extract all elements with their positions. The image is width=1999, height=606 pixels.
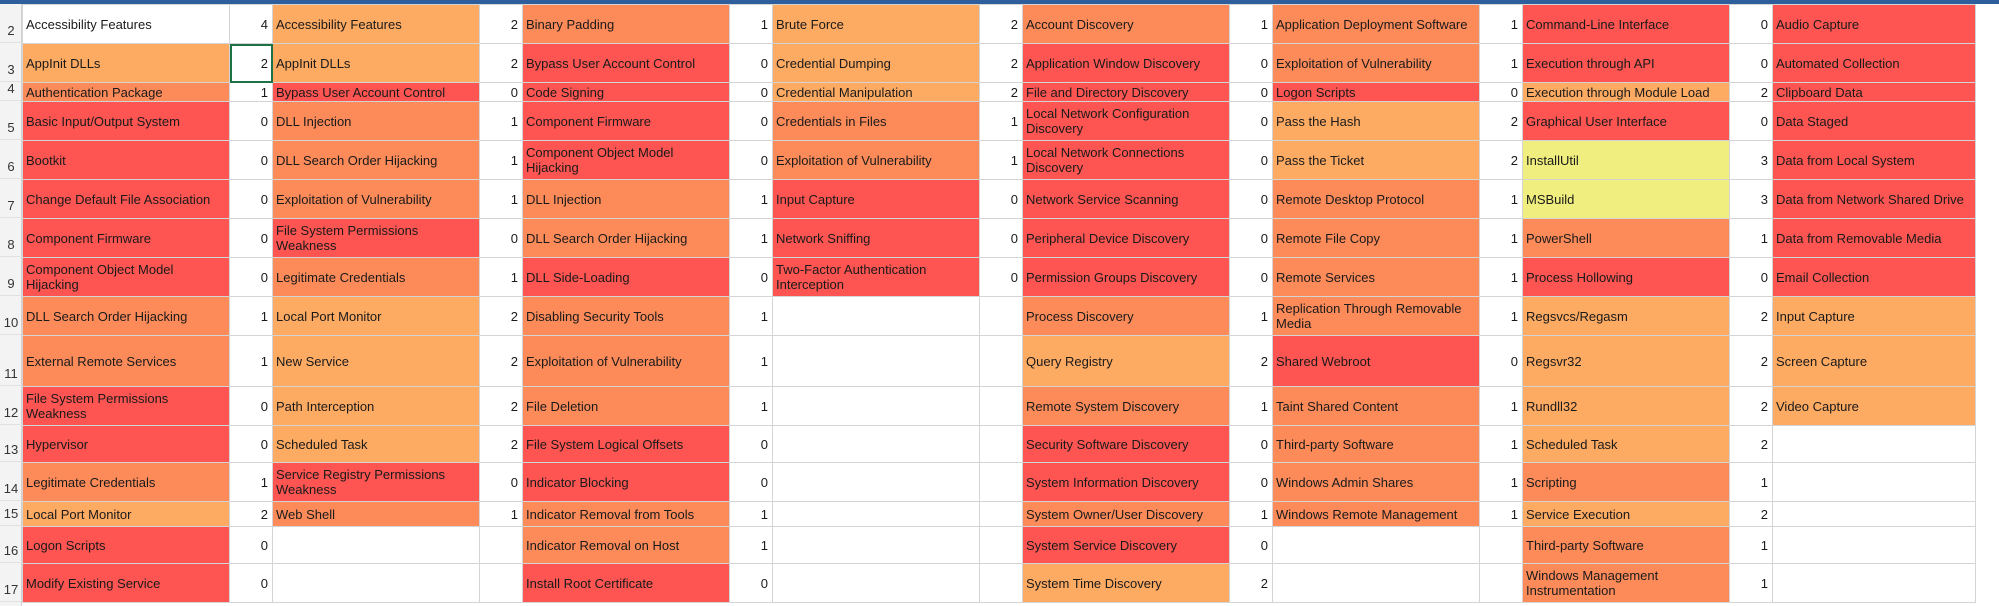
count-cell[interactable]: 2 <box>980 5 1023 44</box>
table-row <box>23 141 1976 180</box>
count-cell[interactable]: 2 <box>480 5 523 44</box>
count-cell[interactable]: 2 <box>480 387 523 426</box>
technique-cell[interactable]: Bootkit <box>23 141 230 180</box>
count-cell[interactable]: 1 <box>230 336 273 387</box>
technique-cell[interactable]: Windows Admin Shares <box>1273 463 1480 502</box>
row-number[interactable]: 2 <box>0 4 22 43</box>
technique-cell[interactable]: File System Logical Offsets <box>523 426 730 463</box>
count-cell[interactable] <box>980 336 1023 387</box>
technique-cell[interactable] <box>1773 463 1976 502</box>
technique-cell[interactable]: Component Firmware <box>523 102 730 141</box>
technique-cell[interactable]: DLL Injection <box>523 180 730 219</box>
table-row <box>23 258 1976 297</box>
technique-cell[interactable]: Legitimate Credentials <box>23 463 230 502</box>
technique-cell[interactable]: Scheduled Task <box>1523 426 1730 463</box>
technique-cell[interactable]: Third-party Software <box>1523 527 1730 564</box>
count-cell[interactable]: 0 <box>1230 44 1273 83</box>
count-cell[interactable]: 1 <box>230 463 273 502</box>
technique-cell[interactable]: Clipboard Data <box>1773 83 1976 102</box>
technique-cell[interactable]: Brute Force <box>773 5 980 44</box>
technique-cell[interactable]: Email Collection <box>1773 258 1976 297</box>
count-cell[interactable]: 1 <box>1730 527 1773 564</box>
technique-cell[interactable]: Security Software Discovery <box>1023 426 1230 463</box>
count-cell[interactable]: 1 <box>730 502 773 527</box>
technique-cell[interactable]: Remote Services <box>1273 258 1480 297</box>
technique-cell[interactable] <box>1273 564 1480 603</box>
count-cell[interactable]: 1 <box>230 297 273 336</box>
count-cell[interactable]: 0 <box>1230 426 1273 463</box>
table-row <box>23 83 1976 102</box>
count-cell[interactable]: 0 <box>230 180 273 219</box>
table-row <box>23 564 1976 603</box>
count-cell[interactable]: 2 <box>1730 336 1773 387</box>
count-cell[interactable]: 1 <box>1480 5 1523 44</box>
technique-cell[interactable]: Code Signing <box>523 83 730 102</box>
technique-cell[interactable]: Process Hollowing <box>1523 258 1730 297</box>
count-cell[interactable]: 2 <box>980 44 1023 83</box>
count-cell[interactable]: 1 <box>730 527 773 564</box>
technique-cell[interactable]: Graphical User Interface <box>1523 102 1730 141</box>
technique-cell[interactable]: PowerShell <box>1523 219 1730 258</box>
table-row <box>23 426 1976 463</box>
count-cell[interactable]: 0 <box>1230 102 1273 141</box>
count-cell[interactable]: 1 <box>480 102 523 141</box>
technique-cell[interactable]: Install Root Certificate <box>523 564 730 603</box>
technique-cell[interactable]: Exploitation of Vulnerability <box>773 141 980 180</box>
technique-cell[interactable]: DLL Search Order Hijacking <box>23 297 230 336</box>
technique-cell[interactable]: DLL Search Order Hijacking <box>523 219 730 258</box>
row-number[interactable]: 16 <box>0 526 22 563</box>
count-cell[interactable]: 1 <box>730 5 773 44</box>
count-cell[interactable] <box>980 387 1023 426</box>
technique-cell[interactable]: File System Permissions Weakness <box>273 219 480 258</box>
technique-cell[interactable]: Local Port Monitor <box>273 297 480 336</box>
technique-cell[interactable]: Component Object Model Hijacking <box>23 258 230 297</box>
count-cell[interactable]: 0 <box>480 463 523 502</box>
technique-cell[interactable]: Hypervisor <box>23 426 230 463</box>
count-cell[interactable]: 0 <box>1230 463 1273 502</box>
technique-cell[interactable] <box>773 463 980 502</box>
technique-cell[interactable]: Bypass User Account Control <box>523 44 730 83</box>
technique-cell[interactable]: External Remote Services <box>23 336 230 387</box>
technique-cell[interactable] <box>1773 564 1976 603</box>
count-cell[interactable]: 0 <box>1230 219 1273 258</box>
count-cell[interactable] <box>480 527 523 564</box>
technique-cell[interactable]: Basic Input/Output System <box>23 102 230 141</box>
count-cell[interactable]: 1 <box>1730 564 1773 603</box>
technique-cell[interactable]: Account Discovery <box>1023 5 1230 44</box>
count-cell[interactable]: 0 <box>730 44 773 83</box>
technique-cell[interactable] <box>1273 527 1480 564</box>
count-cell[interactable]: 1 <box>730 387 773 426</box>
technique-cell[interactable]: Local Port Monitor <box>23 502 230 527</box>
technique-cell[interactable]: Indicator Blocking <box>523 463 730 502</box>
count-cell[interactable]: 0 <box>1730 44 1773 83</box>
technique-cell[interactable]: Shared Webroot <box>1273 336 1480 387</box>
technique-cell[interactable]: Command-Line Interface <box>1523 5 1730 44</box>
technique-cell[interactable]: Local Network Connections Discovery <box>1023 141 1230 180</box>
technique-cell[interactable]: Logon Scripts <box>1273 83 1480 102</box>
count-cell[interactable]: 2 <box>480 297 523 336</box>
technique-cell[interactable] <box>773 336 980 387</box>
technique-cell[interactable]: Peripheral Device Discovery <box>1023 219 1230 258</box>
technique-cell[interactable] <box>773 426 980 463</box>
technique-cell[interactable]: Web Shell <box>273 502 480 527</box>
table-row <box>23 5 1976 44</box>
technique-cell[interactable]: Input Capture <box>1773 297 1976 336</box>
count-cell[interactable]: 0 <box>480 219 523 258</box>
technique-cell[interactable] <box>273 564 480 603</box>
count-cell[interactable]: 0 <box>1230 83 1273 102</box>
technique-cell[interactable]: Permission Groups Discovery <box>1023 258 1230 297</box>
count-cell[interactable] <box>980 564 1023 603</box>
technique-cell[interactable]: Exploitation of Vulnerability <box>273 180 480 219</box>
row-number[interactable]: 3 <box>0 43 22 82</box>
count-cell[interactable]: 0 <box>230 564 273 603</box>
count-cell[interactable]: 0 <box>1230 258 1273 297</box>
technique-cell[interactable]: DLL Side-Loading <box>523 258 730 297</box>
technique-cell[interactable]: AppInit DLLs <box>273 44 480 83</box>
technique-cell[interactable]: Bypass User Account Control <box>273 83 480 102</box>
count-cell[interactable]: 0 <box>230 527 273 564</box>
count-cell[interactable]: 1 <box>730 219 773 258</box>
technique-cell[interactable]: Accessibility Features <box>23 5 230 44</box>
technique-cell[interactable]: Data from Network Shared Drive <box>1773 180 1976 219</box>
technique-cell[interactable]: Exploitation of Vulnerability <box>1273 44 1480 83</box>
count-cell[interactable]: 0 <box>730 426 773 463</box>
technique-cell[interactable]: MSBuild <box>1523 180 1730 219</box>
technique-cell[interactable]: Data from Removable Media <box>1773 219 1976 258</box>
technique-cell[interactable]: Component Object Model Hijacking <box>523 141 730 180</box>
count-cell[interactable]: 1 <box>1480 463 1523 502</box>
count-cell[interactable]: 1 <box>480 180 523 219</box>
count-cell[interactable]: 2 <box>480 426 523 463</box>
technique-cell[interactable]: Application Deployment Software <box>1273 5 1480 44</box>
technique-cell[interactable]: Change Default File Association <box>23 180 230 219</box>
count-cell[interactable]: 2 <box>1730 426 1773 463</box>
technique-cell[interactable]: Remote System Discovery <box>1023 387 1230 426</box>
technique-cell[interactable]: Network Service Scanning <box>1023 180 1230 219</box>
technique-cell[interactable]: Data Staged <box>1773 102 1976 141</box>
count-cell[interactable]: 1 <box>1480 219 1523 258</box>
count-cell[interactable]: 0 <box>1480 336 1523 387</box>
count-cell[interactable] <box>980 463 1023 502</box>
count-cell[interactable]: 2 <box>230 44 273 83</box>
technique-cell[interactable]: Third-party Software <box>1273 426 1480 463</box>
count-cell[interactable]: 2 <box>1730 387 1773 426</box>
technique-cell[interactable] <box>773 387 980 426</box>
count-cell[interactable]: 0 <box>730 141 773 180</box>
table-row <box>23 102 1976 141</box>
table-row <box>23 219 1976 258</box>
table-row <box>23 463 1976 502</box>
technique-cell[interactable]: System Service Discovery <box>1023 527 1230 564</box>
technique-cell[interactable]: New Service <box>273 336 480 387</box>
technique-cell[interactable]: System Time Discovery <box>1023 564 1230 603</box>
row-number[interactable]: 12 <box>0 386 22 425</box>
technique-cell[interactable]: Query Registry <box>1023 336 1230 387</box>
technique-cell[interactable]: Binary Padding <box>523 5 730 44</box>
technique-cell[interactable]: Legitimate Credentials <box>273 258 480 297</box>
count-cell[interactable]: 3 <box>1730 180 1773 219</box>
technique-cell[interactable]: Video Capture <box>1773 387 1976 426</box>
row-number[interactable]: 10 <box>0 296 22 335</box>
technique-cell[interactable]: System Owner/User Discovery <box>1023 502 1230 527</box>
technique-cell[interactable]: Exploitation of Vulnerability <box>523 336 730 387</box>
table-row <box>23 297 1976 336</box>
technique-cell[interactable]: DLL Injection <box>273 102 480 141</box>
count-cell[interactable]: 0 <box>1230 180 1273 219</box>
count-cell[interactable]: 1 <box>230 83 273 102</box>
technique-cell[interactable]: Two-Factor Authentication Interception <box>773 258 980 297</box>
technique-cell[interactable]: Remote File Copy <box>1273 219 1480 258</box>
count-cell[interactable]: 0 <box>1230 527 1273 564</box>
count-cell[interactable]: 2 <box>1730 83 1773 102</box>
technique-cell[interactable]: Component Firmware <box>23 219 230 258</box>
technique-cell[interactable] <box>1773 527 1976 564</box>
count-cell[interactable]: 1 <box>1480 426 1523 463</box>
count-cell[interactable]: 2 <box>480 336 523 387</box>
table-row <box>23 387 1976 426</box>
technique-cell[interactable] <box>773 297 980 336</box>
technique-cell[interactable]: Automated Collection <box>1773 44 1976 83</box>
count-cell[interactable] <box>980 297 1023 336</box>
technique-cell[interactable]: Disabling Security Tools <box>523 297 730 336</box>
technique-cell[interactable]: InstallUtil <box>1523 141 1730 180</box>
count-cell[interactable]: 1 <box>730 297 773 336</box>
technique-cell[interactable]: Input Capture <box>773 180 980 219</box>
count-cell[interactable]: 0 <box>730 463 773 502</box>
row-number[interactable]: 6 <box>0 140 22 179</box>
technique-cell[interactable]: Path Interception <box>273 387 480 426</box>
technique-cell[interactable]: Indicator Removal on Host <box>523 527 730 564</box>
row-number[interactable]: 5 <box>0 101 22 140</box>
technique-cell[interactable]: Execution through API <box>1523 44 1730 83</box>
technique-cell[interactable]: Credentials in Files <box>773 102 980 141</box>
count-cell[interactable]: 0 <box>1480 83 1523 102</box>
count-cell[interactable]: 1 <box>1480 180 1523 219</box>
count-cell[interactable]: 0 <box>230 387 273 426</box>
technique-cell[interactable]: Process Discovery <box>1023 297 1230 336</box>
technique-cell[interactable]: Accessibility Features <box>273 5 480 44</box>
count-cell[interactable]: 0 <box>1730 102 1773 141</box>
count-cell[interactable]: 1 <box>1480 502 1523 527</box>
technique-cell[interactable]: Local Network Configuration Discovery <box>1023 102 1230 141</box>
technique-cell[interactable]: Execution through Module Load <box>1523 83 1730 102</box>
technique-cell[interactable]: Screen Capture <box>1773 336 1976 387</box>
technique-cell[interactable]: DLL Search Order Hijacking <box>273 141 480 180</box>
technique-cell[interactable]: Rundll32 <box>1523 387 1730 426</box>
row-header-column <box>0 4 22 606</box>
technique-cell[interactable]: Pass the Ticket <box>1273 141 1480 180</box>
count-cell[interactable]: 2 <box>1230 564 1273 603</box>
count-cell[interactable]: 1 <box>480 258 523 297</box>
technique-cell[interactable]: Credential Manipulation <box>773 83 980 102</box>
count-cell[interactable]: 0 <box>480 83 523 102</box>
table-row <box>23 527 1976 564</box>
count-cell[interactable]: 0 <box>1730 5 1773 44</box>
count-cell[interactable]: 0 <box>230 219 273 258</box>
count-cell[interactable]: 2 <box>1480 102 1523 141</box>
spreadsheet-grid[interactable] <box>22 4 1999 606</box>
count-cell[interactable]: 1 <box>1480 387 1523 426</box>
count-cell[interactable]: 0 <box>230 258 273 297</box>
technique-cell[interactable]: File System Permissions Weakness <box>23 387 230 426</box>
technique-cell[interactable]: Scheduled Task <box>273 426 480 463</box>
count-cell[interactable]: 1 <box>480 502 523 527</box>
row-number[interactable]: 8 <box>0 218 22 257</box>
count-cell[interactable]: 0 <box>980 258 1023 297</box>
technique-cell[interactable]: Modify Existing Service <box>23 564 230 603</box>
row-number[interactable]: 9 <box>0 257 22 296</box>
table-row <box>23 336 1976 387</box>
count-cell[interactable]: 1 <box>480 141 523 180</box>
technique-cell[interactable]: System Information Discovery <box>1023 463 1230 502</box>
technique-cell[interactable] <box>773 564 980 603</box>
technique-cell[interactable]: Application Window Discovery <box>1023 44 1230 83</box>
count-cell[interactable]: 0 <box>230 102 273 141</box>
count-cell[interactable]: 1 <box>1230 297 1273 336</box>
count-cell[interactable]: 0 <box>730 564 773 603</box>
count-cell[interactable] <box>1480 527 1523 564</box>
row-number[interactable]: 7 <box>0 179 22 218</box>
count-cell[interactable]: 1 <box>1480 258 1523 297</box>
technique-cell[interactable]: Service Registry Permissions Weakness <box>273 463 480 502</box>
count-cell[interactable]: 1 <box>1730 219 1773 258</box>
technique-cell[interactable] <box>773 502 980 527</box>
count-cell[interactable]: 1 <box>730 336 773 387</box>
count-cell[interactable]: 1 <box>730 180 773 219</box>
count-cell[interactable]: 1 <box>980 141 1023 180</box>
row-number[interactable]: 15 <box>0 501 22 526</box>
technique-cell[interactable] <box>773 527 980 564</box>
table-row <box>23 180 1976 219</box>
technique-cell[interactable]: AppInit DLLs <box>23 44 230 83</box>
count-cell[interactable]: 1 <box>1480 44 1523 83</box>
count-cell[interactable]: 0 <box>730 102 773 141</box>
technique-cell[interactable]: Regsvr32 <box>1523 336 1730 387</box>
table-row <box>23 44 1976 83</box>
count-cell[interactable]: 1 <box>1230 5 1273 44</box>
row-number[interactable]: 17 <box>0 563 22 602</box>
count-cell[interactable]: 3 <box>1730 141 1773 180</box>
technique-cell[interactable]: Logon Scripts <box>23 527 230 564</box>
technique-cell[interactable] <box>1773 426 1976 463</box>
technique-table <box>22 4 1976 603</box>
count-cell[interactable]: 2 <box>1730 297 1773 336</box>
count-cell[interactable]: 1 <box>1730 463 1773 502</box>
technique-cell[interactable]: Authentication Package <box>23 83 230 102</box>
technique-cell[interactable]: Network Sniffing <box>773 219 980 258</box>
technique-cell[interactable]: File Deletion <box>523 387 730 426</box>
count-cell[interactable]: 2 <box>1730 502 1773 527</box>
count-cell[interactable]: 2 <box>980 83 1023 102</box>
technique-cell[interactable]: Replication Through Removable Media <box>1273 297 1480 336</box>
row-number[interactable]: 4 <box>0 82 22 101</box>
technique-cell[interactable]: Indicator Removal from Tools <box>523 502 730 527</box>
count-cell[interactable] <box>480 564 523 603</box>
technique-cell[interactable]: Windows Remote Management <box>1273 502 1480 527</box>
count-cell[interactable] <box>980 527 1023 564</box>
technique-cell[interactable]: File and Directory Discovery <box>1023 83 1230 102</box>
technique-cell[interactable]: Taint Shared Content <box>1273 387 1480 426</box>
count-cell[interactable] <box>980 426 1023 463</box>
count-cell[interactable]: 0 <box>730 83 773 102</box>
technique-cell[interactable]: Regsvcs/Regasm <box>1523 297 1730 336</box>
technique-cell[interactable]: Credential Dumping <box>773 44 980 83</box>
technique-cell[interactable] <box>1773 502 1976 527</box>
count-cell[interactable]: 0 <box>730 258 773 297</box>
count-cell[interactable]: 1 <box>1480 297 1523 336</box>
count-cell[interactable]: 4 <box>230 5 273 44</box>
count-cell[interactable]: 2 <box>1480 141 1523 180</box>
row-number[interactable]: 13 <box>0 425 22 462</box>
count-cell[interactable]: 2 <box>480 44 523 83</box>
count-cell[interactable]: 1 <box>1230 387 1273 426</box>
technique-cell[interactable]: Service Execution <box>1523 502 1730 527</box>
count-cell[interactable] <box>980 502 1023 527</box>
technique-cell[interactable]: Scripting <box>1523 463 1730 502</box>
count-cell[interactable]: 2 <box>1230 336 1273 387</box>
count-cell[interactable]: 0 <box>230 426 273 463</box>
count-cell[interactable]: 1 <box>1230 502 1273 527</box>
count-cell[interactable]: 0 <box>1230 141 1273 180</box>
technique-cell[interactable]: Data from Local System <box>1773 141 1976 180</box>
technique-cell[interactable]: Audio Capture <box>1773 5 1976 44</box>
count-cell[interactable]: 2 <box>230 502 273 527</box>
row-number[interactable]: 11 <box>0 335 22 386</box>
row-number[interactable]: 14 <box>0 462 22 501</box>
technique-cell[interactable]: Remote Desktop Protocol <box>1273 180 1480 219</box>
table-row <box>23 502 1976 527</box>
count-cell[interactable]: 0 <box>980 219 1023 258</box>
technique-cell[interactable]: Windows Management Instrumentation <box>1523 564 1730 603</box>
count-cell[interactable]: 1 <box>980 102 1023 141</box>
count-cell[interactable]: 0 <box>230 141 273 180</box>
count-cell[interactable]: 0 <box>1730 258 1773 297</box>
count-cell[interactable]: 0 <box>980 180 1023 219</box>
technique-cell[interactable]: Pass the Hash <box>1273 102 1480 141</box>
count-cell[interactable] <box>1480 564 1523 603</box>
technique-cell[interactable] <box>273 527 480 564</box>
